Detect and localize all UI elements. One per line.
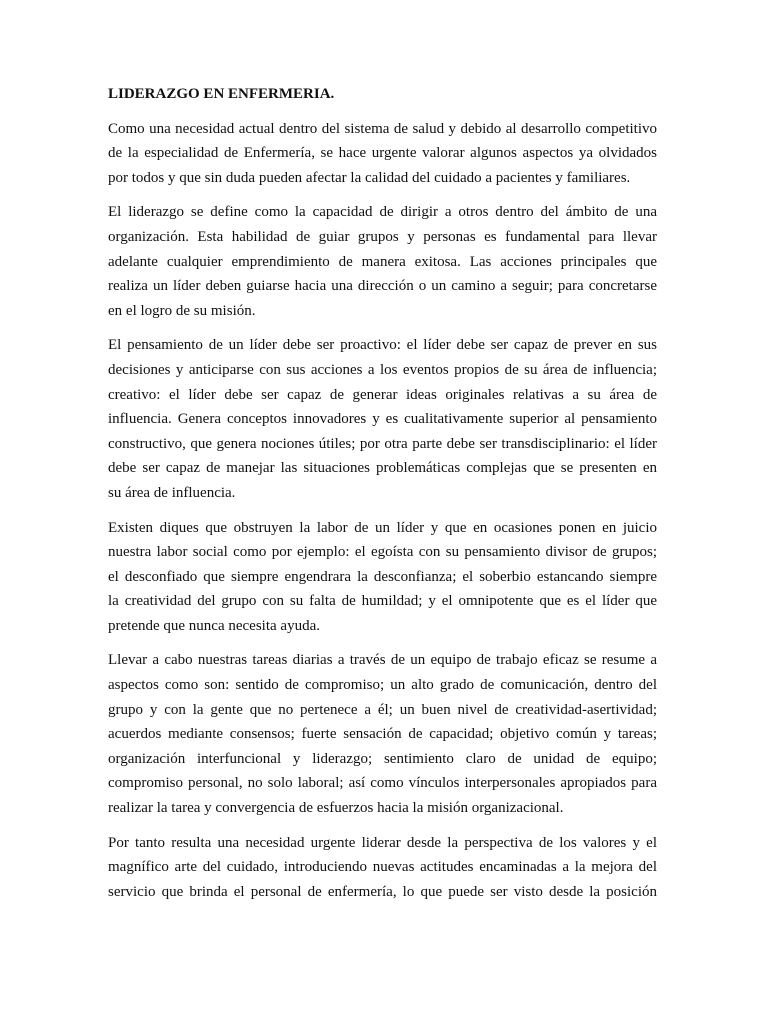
paragraph-line: Por tanto resulta una necesidad urgente liderar desde la perspectiva de los valores y el <box>108 834 657 851</box>
paragraph-line: por todos y que sin duda pueden afectar la calidad del cuidado a pacientes y familiares. <box>108 169 631 186</box>
paragraph-line: servicio que brinda el personal de enfermería, lo que puede ser visto desde la posición <box>108 883 657 900</box>
paragraph-line: adelante cualquier emprendimiento de manera exitosa. Las acciones principales que <box>108 253 657 270</box>
paragraph-line: organización. Esta habilidad de guiar grupos y personas es fundamental para llevar <box>108 228 657 245</box>
paragraph-line: influencia. Genera conceptos innovadores y es cualitativamente superior al pensamiento <box>108 411 657 428</box>
paragraph-line: magnífico arte del cuidado, introduciendo nuevas actitudes encaminadas a la mejora del <box>108 859 657 876</box>
paragraph <box>108 200 657 323</box>
document-title: LIDERAZGO EN ENFERMERIA. <box>108 86 335 102</box>
paragraph-line: acuerdos mediante consensos; fuerte sensación de capacidad; objetivo común y tareas; <box>108 726 657 743</box>
paragraph-line: aspectos como son: sentido de compromiso; un alto grado de comunicación, dentro del <box>108 677 657 694</box>
paragraph-line: grupo y con la gente que no pertenece a él; un buen nivel de creatividad-asertividad; <box>108 701 657 718</box>
paragraph-line: compromiso personal, no solo laboral; así como vínculos interpersonales apropiados para <box>108 775 657 792</box>
paragraph-line: El liderazgo se define como la capacidad de dirigir a otros dentro del ámbito de una <box>108 204 657 221</box>
document-body <box>108 117 657 905</box>
paragraph-line: nuestra labor social como por ejemplo: el egoísta con su pensamiento divisor de grupos; <box>108 544 657 561</box>
paragraph-line: debe ser capaz de manejar las situaciones problemáticas complejas que se presenten en <box>108 460 657 477</box>
paragraph-line: decisiones y anticiparse con sus acciones a los eventos propios de su área de influencia; <box>108 361 657 378</box>
paragraph-line: creativo: el líder debe ser capaz de generar ideas originales relativas a su área de <box>108 386 657 403</box>
paragraph-line: pretende que nunca necesita ayuda. <box>108 617 320 634</box>
paragraph-line: su área de influencia. <box>108 484 236 501</box>
paragraph-line: Existen diques que obstruyen la labor de un líder y que en ocasiones ponen en juicio <box>108 519 657 536</box>
paragraph-line: El pensamiento de un líder debe ser proactivo: el líder debe ser capaz de prever en sus <box>108 337 657 354</box>
paragraph-line: Como una necesidad actual dentro del sistema de salud y debido al desarrollo competitivo <box>108 120 657 137</box>
paragraph-line: realizar la tarea y convergencia de esfuerzos hacia la misión organizacional. <box>108 800 564 817</box>
paragraph-line: organización interfuncional y liderazgo; sentimiento claro de unidad de equipo; <box>108 750 657 767</box>
paragraph <box>108 648 657 820</box>
paragraph-line: el desconfiado que siempre engendrara la desconfianza; el soberbio estancando siempre <box>108 568 657 585</box>
paragraph-line: Llevar a cabo nuestras tareas diarias a través de un equipo de trabajo eficaz se resume a <box>108 652 657 669</box>
paragraph <box>108 831 657 905</box>
paragraph-line: realiza un líder deben guiarse hacia una dirección o un camino a seguir; para concretarse <box>108 278 657 295</box>
paragraph-line: constructivo, que genera nociones útiles; por otra parte debe ser transdisciplinario: el líder <box>108 435 657 452</box>
paragraph-line: en el logro de su misión. <box>108 302 256 319</box>
paragraph-line: la creatividad del grupo con su falta de humildad; y el omnipotente que es el líder que <box>108 593 657 610</box>
document-page <box>108 82 657 914</box>
paragraph <box>108 117 657 191</box>
paragraph <box>108 333 657 505</box>
paragraph <box>108 516 657 639</box>
paragraph-line: de la especialidad de Enfermería, se hace urgente valorar algunos aspectos ya olvidados <box>108 145 657 162</box>
